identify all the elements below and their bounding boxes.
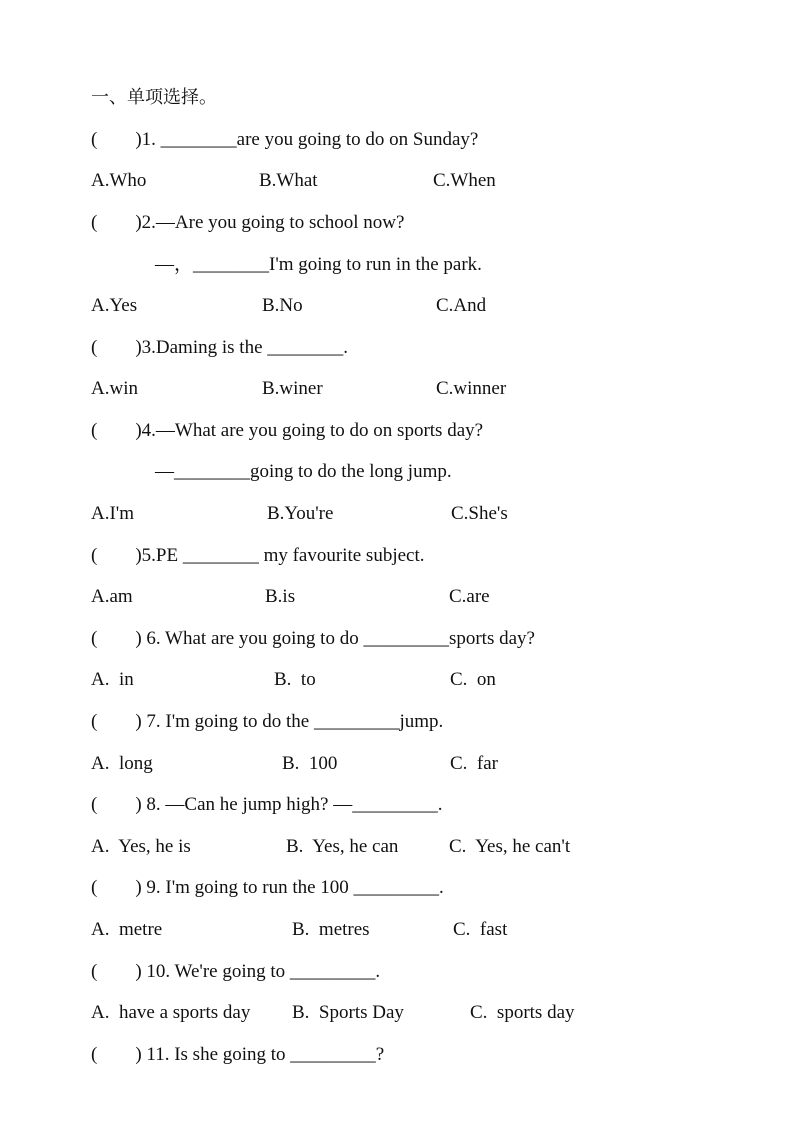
question-2-option-a: A.Yes <box>91 295 138 316</box>
question-11-stem: ( ) 11. Is she going to _________? <box>91 1044 385 1065</box>
question-5-option-c: C.are <box>449 586 490 607</box>
question-1-option-c: C.When <box>433 170 496 191</box>
question-7-option-a: A. long <box>91 753 153 774</box>
question-3-option-a: A.win <box>91 378 138 399</box>
question-2-option-b: B.No <box>262 295 303 316</box>
question-2-option-c: C.And <box>436 295 487 316</box>
question-10-option-b: B. Sports Day <box>292 1002 404 1023</box>
question-5-option-a: A.am <box>91 586 133 607</box>
question-9-option-c: C. fast <box>453 919 508 940</box>
question-8-option-c: C. Yes, he can't <box>449 836 571 857</box>
question-1-option-b: B.What <box>259 170 318 191</box>
question-1-stem: ( )1. ________are you going to do on Sunday? <box>91 129 479 150</box>
question-8-stem: ( ) 8. —Can he jump high? —_________. <box>91 794 443 815</box>
question-5-option-b: B.is <box>265 586 296 607</box>
question-9-stem: ( ) 9. I'm going to run the 100 _________. <box>91 877 444 898</box>
question-10-option-c: C. sports day <box>470 1002 575 1023</box>
question-1-option-a: A.Who <box>91 170 147 191</box>
question-8-option-b: B. Yes, he can <box>286 836 399 857</box>
question-3-option-b: B.winer <box>262 378 323 399</box>
question-4-answer-line: —________going to do the long jump. <box>155 461 452 482</box>
question-9-option-a: A. metre <box>91 919 163 940</box>
question-7-stem: ( ) 7. I'm going to do the _________jump. <box>91 711 444 732</box>
question-4-stem: ( )4.—What are you going to do on sports day? <box>91 420 484 441</box>
section-title: 一、单项选择。 <box>91 87 217 108</box>
question-6-stem: ( ) 6. What are you going to do _________sports day? <box>91 628 535 649</box>
question-10-stem: ( ) 10. We're going to _________. <box>91 961 381 982</box>
question-6-option-a: A. in <box>91 669 134 690</box>
question-2-answer-line: —，________I'm going to run in the park. <box>155 254 482 275</box>
question-8-option-a: A. Yes, he is <box>91 836 191 857</box>
question-6-option-b: B. to <box>274 669 316 690</box>
question-7-option-c: C. far <box>450 753 499 774</box>
question-6-option-c: C. on <box>450 669 496 690</box>
question-7-option-b: B. 100 <box>282 753 338 774</box>
question-5-stem: ( )5.PE ________ my favourite subject. <box>91 545 425 566</box>
question-4-option-b: B.You're <box>267 503 334 524</box>
question-2-stem: ( )2.—Are you going to school now? <box>91 212 405 233</box>
question-10-option-a: A. have a sports day <box>91 1002 251 1023</box>
question-3-option-c: C.winner <box>436 378 507 399</box>
question-4-option-a: A.I'm <box>91 503 135 524</box>
question-9-option-b: B. metres <box>292 919 370 940</box>
question-4-option-c: C.She's <box>451 503 508 524</box>
question-3-stem: ( )3.Daming is the ________. <box>91 337 349 358</box>
